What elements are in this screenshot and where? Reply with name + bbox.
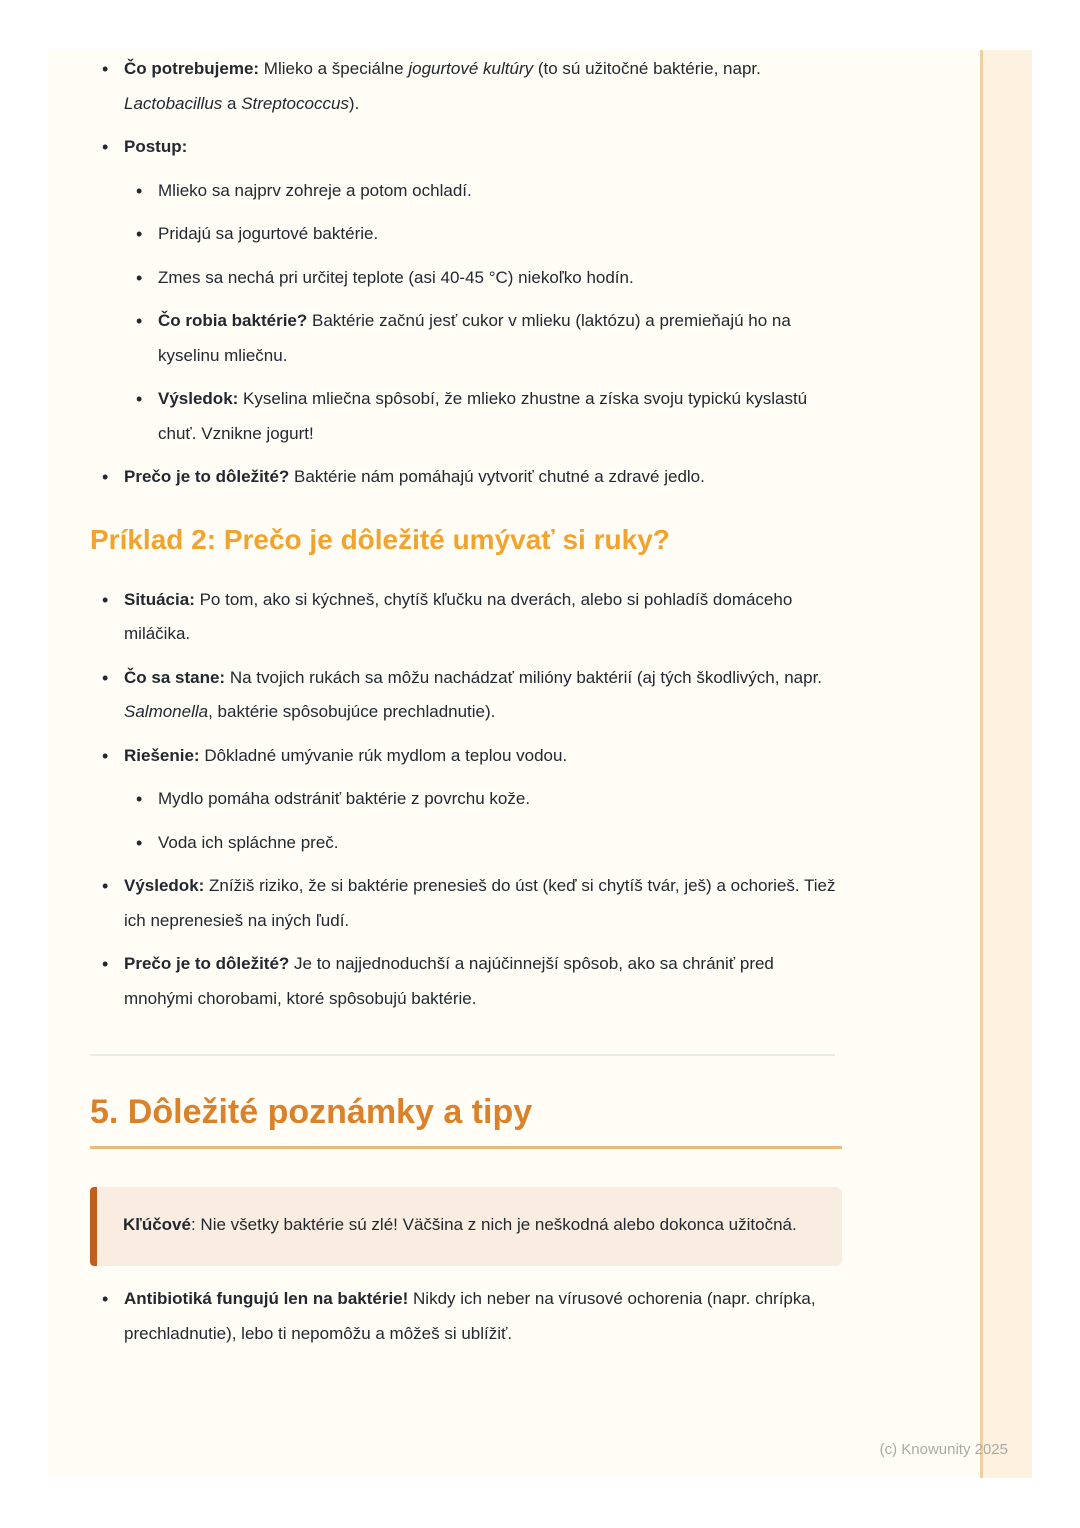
list-item (90, 130, 842, 451)
document-page (48, 50, 1032, 1478)
list-item-text: • Pridajú sa jogurtové baktérie. (158, 224, 379, 243)
list-item-text: • Riešenie: Dôkladné umývanie rúk mydlom a teplou vodou. (124, 745, 568, 765)
list-item (124, 304, 842, 373)
list-item (124, 382, 842, 451)
page-side-strip (980, 50, 1032, 1478)
list-item-text: • Prečo je to dôležité? Baktérie nám pomáhajú vytvoriť chutné a zdravé jedlo. (124, 467, 705, 486)
list-item-text: • Postup: (124, 137, 188, 156)
list-item-text: • Výsledok: Znížiš riziko, že si baktérie prenesieš do úst (keď si chytíš tvár, ješ) a ochorieš. Tiež ich neprenesieš na iných ľudí. (124, 876, 836, 930)
list-item (90, 52, 842, 121)
example1-bullet-list (90, 52, 842, 495)
list-item (90, 739, 842, 861)
notes-bullet-list (90, 1282, 842, 1351)
key-note-callout (90, 1187, 842, 1266)
list-item-text: • Výsledok: Kyselina mliečna spôsobí, že mlieko zhustne a získa svoju typickú kyslastú chuť. Vznikne jogurt! (158, 389, 808, 443)
key-note-text: Kľúčové: Nie všetky baktérie sú zlé! Väčšina z nich je neškodná alebo dokonca užitočná. (123, 1215, 797, 1234)
list-item (90, 460, 842, 495)
example2-heading: Príklad 2: Prečo je dôležité umývať si ruky? (90, 523, 670, 555)
list-item-text: • Voda ich spláchne preč. (158, 832, 339, 852)
section5-heading-underline (90, 1146, 842, 1149)
list-item (90, 869, 842, 938)
list-item-text: • Situácia: Po tom, ako si kýchneš, chytíš kľučku na dverách, alebo si pohladíš domáceho miláčika. (124, 589, 793, 643)
list-item-text: • Zmes sa nechá pri určitej teplote (asi 40-45 °C) niekoľko hodín. (158, 267, 634, 287)
example2-bullet-list (90, 583, 842, 1017)
section5-heading: 5. Dôležité poznámky a tipy (90, 1093, 533, 1131)
list-item (124, 174, 842, 209)
nested-list (124, 782, 842, 860)
list-item (124, 782, 842, 817)
list-item-text: • Antibiotiká fungujú len na baktérie! Nikdy ich neber na vírusové ochorenia (napr. chrípka, prechladnutie), lebo ti nepomôžu a môžeš si ublížiť. (124, 1289, 816, 1343)
list-item-text: • Čo sa stane: Na tvojich rukách sa môžu nachádzať milióny baktérií (aj tých škodlivých, napr. Salmonella, baktérie spôsobujúce prechladnutie). (124, 667, 823, 721)
list-item (90, 661, 842, 730)
list-item (90, 947, 842, 1016)
section-divider (90, 1054, 835, 1056)
list-item-text: • Mlieko sa najprv zohreje a potom ochladí. (158, 180, 472, 200)
nested-list (124, 174, 842, 452)
copyright-footer: (c) Knowunity 2025 (879, 1441, 1008, 1458)
page-content (90, 52, 842, 1360)
list-item (124, 261, 842, 296)
list-item-text: • Mydlo pomáha odstrániť baktérie z povrchu kože. (158, 789, 531, 808)
list-item-text: • Čo potrebujeme: Mlieko a špeciálne jogurtové kultúry (to sú užitočné baktérie, napr. Lactobacillus a Streptococcus). (124, 59, 761, 113)
list-item (90, 583, 842, 652)
list-item (124, 217, 842, 252)
list-item (124, 826, 842, 861)
list-item-text: • Prečo je to dôležité? Je to najjednoduchší a najúčinnejší spôsob, ako sa chrániť pred mnohými chorobami, ktoré spôsobujú baktérie. (124, 954, 774, 1008)
list-item-text: • Čo robia baktérie? Baktérie začnú jesť cukor v mlieku (laktózu) a premieňajú ho na kyselinu mliečnu. (158, 311, 791, 365)
list-item (90, 1282, 842, 1351)
